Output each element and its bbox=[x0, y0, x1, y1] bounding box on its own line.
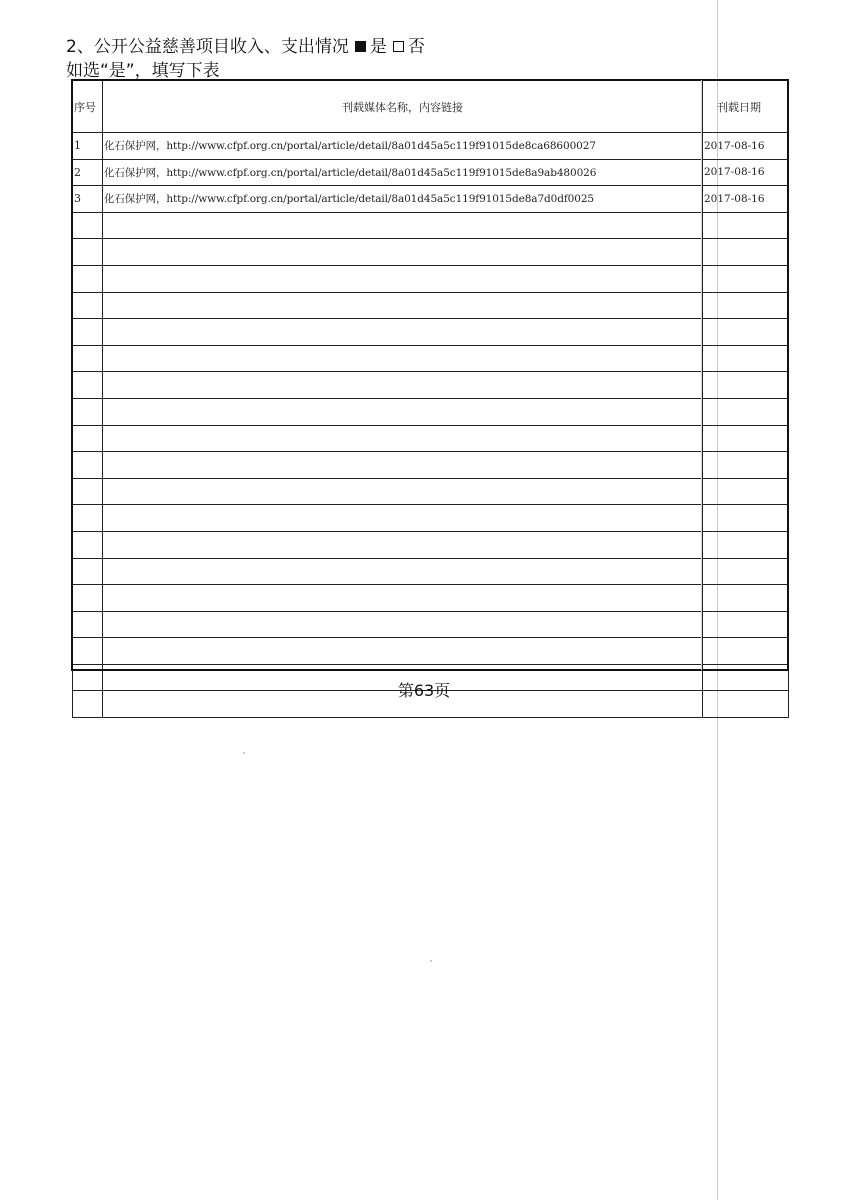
table-row bbox=[73, 505, 789, 532]
date-cell bbox=[703, 372, 789, 399]
table-row bbox=[73, 239, 789, 266]
table-row bbox=[73, 452, 789, 479]
date-cell bbox=[703, 425, 789, 452]
table-row bbox=[73, 558, 789, 585]
table-row bbox=[73, 265, 789, 292]
serial-cell bbox=[73, 345, 103, 372]
no-checkbox-unchecked[interactable] bbox=[393, 41, 404, 52]
header-date: 刊载日期 bbox=[703, 81, 789, 133]
yes-checkbox-checked[interactable] bbox=[355, 41, 366, 52]
serial-cell bbox=[73, 505, 103, 532]
scan-artifact-line bbox=[701, 80, 702, 670]
serial-cell bbox=[73, 319, 103, 346]
table-row bbox=[73, 133, 789, 160]
media-link-cell bbox=[103, 611, 703, 638]
scan-speck bbox=[243, 752, 245, 754]
serial-cell bbox=[73, 292, 103, 319]
date-cell bbox=[703, 345, 789, 372]
media-link-cell bbox=[103, 292, 703, 319]
table-row bbox=[73, 212, 789, 239]
serial-cell bbox=[73, 638, 103, 665]
serial-cell bbox=[73, 611, 103, 638]
section-heading bbox=[66, 36, 425, 58]
table-row bbox=[73, 372, 789, 399]
date-cell bbox=[703, 398, 789, 425]
media-link-cell bbox=[103, 212, 703, 239]
date-cell bbox=[703, 585, 789, 612]
table-row bbox=[73, 638, 789, 665]
media-link-cell: 化石保护网，http://www.cfpf.org.cn/portal/article/detail/8a01d45a5c119f91015de8a7d0df0025 bbox=[103, 186, 703, 213]
serial-cell bbox=[73, 558, 103, 585]
serial-cell bbox=[73, 452, 103, 479]
date-cell: 2017-08-16 bbox=[703, 186, 789, 213]
media-link-cell bbox=[103, 319, 703, 346]
serial-cell bbox=[73, 372, 103, 399]
serial-cell bbox=[73, 531, 103, 558]
serial-cell bbox=[73, 478, 103, 505]
serial-cell bbox=[73, 212, 103, 239]
media-link-cell bbox=[103, 505, 703, 532]
table-body bbox=[73, 133, 789, 718]
serial-cell: 2 bbox=[73, 159, 103, 186]
fill-instruction: 如选“是”，填写下表 bbox=[66, 61, 220, 81]
publication-table bbox=[72, 80, 789, 718]
date-cell bbox=[703, 611, 789, 638]
table-row bbox=[73, 425, 789, 452]
serial-cell bbox=[73, 425, 103, 452]
date-cell bbox=[703, 531, 789, 558]
serial-cell bbox=[73, 585, 103, 612]
table-row bbox=[73, 345, 789, 372]
date-cell bbox=[703, 452, 789, 479]
date-cell bbox=[703, 478, 789, 505]
table-row bbox=[73, 398, 789, 425]
date-cell: 2017-08-16 bbox=[703, 159, 789, 186]
date-cell bbox=[703, 212, 789, 239]
no-option-label: 否 bbox=[407, 37, 425, 57]
table-row bbox=[73, 585, 789, 612]
date-cell bbox=[703, 558, 789, 585]
media-link-cell bbox=[103, 452, 703, 479]
media-link-cell: 化石保护网，http://www.cfpf.org.cn/portal/article/detail/8a01d45a5c119f91015de8a9ab480026 bbox=[103, 159, 703, 186]
media-link-cell bbox=[103, 239, 703, 266]
date-cell bbox=[703, 319, 789, 346]
table-header-row bbox=[73, 81, 789, 133]
date-cell bbox=[703, 292, 789, 319]
date-cell bbox=[703, 505, 789, 532]
yes-option-label: 是 bbox=[369, 37, 387, 57]
page-number: 第63页 bbox=[397, 681, 451, 700]
media-link-cell bbox=[103, 372, 703, 399]
serial-cell bbox=[73, 239, 103, 266]
date-cell bbox=[703, 265, 789, 292]
date-cell bbox=[703, 638, 789, 665]
table-row bbox=[73, 531, 789, 558]
media-link-cell bbox=[103, 585, 703, 612]
date-cell bbox=[703, 239, 789, 266]
serial-cell: 1 bbox=[73, 133, 103, 160]
media-link-cell bbox=[103, 265, 703, 292]
table-row bbox=[73, 319, 789, 346]
header-media: 刊载媒体名称，内容链接 bbox=[103, 81, 703, 133]
section-title: 2、公开公益慈善项目收入、支出情况 bbox=[66, 37, 349, 57]
date-cell: 2017-08-16 bbox=[703, 133, 789, 160]
scan-speck bbox=[430, 960, 432, 962]
media-link-cell bbox=[103, 531, 703, 558]
media-link-cell bbox=[103, 558, 703, 585]
media-link-cell bbox=[103, 478, 703, 505]
media-link-cell bbox=[103, 638, 703, 665]
table-row bbox=[73, 159, 789, 186]
media-link-cell bbox=[103, 425, 703, 452]
table-row bbox=[73, 611, 789, 638]
serial-cell bbox=[73, 265, 103, 292]
table-row bbox=[73, 292, 789, 319]
header-serial: 序号 bbox=[73, 81, 103, 133]
media-link-cell bbox=[103, 398, 703, 425]
table-row bbox=[73, 478, 789, 505]
serial-cell: 3 bbox=[73, 186, 103, 213]
table-row bbox=[73, 186, 789, 213]
serial-cell bbox=[73, 398, 103, 425]
media-link-cell: 化石保护网，http://www.cfpf.org.cn/portal/article/detail/8a01d45a5c119f91015de8ca68600027 bbox=[103, 133, 703, 160]
media-link-cell bbox=[103, 345, 703, 372]
